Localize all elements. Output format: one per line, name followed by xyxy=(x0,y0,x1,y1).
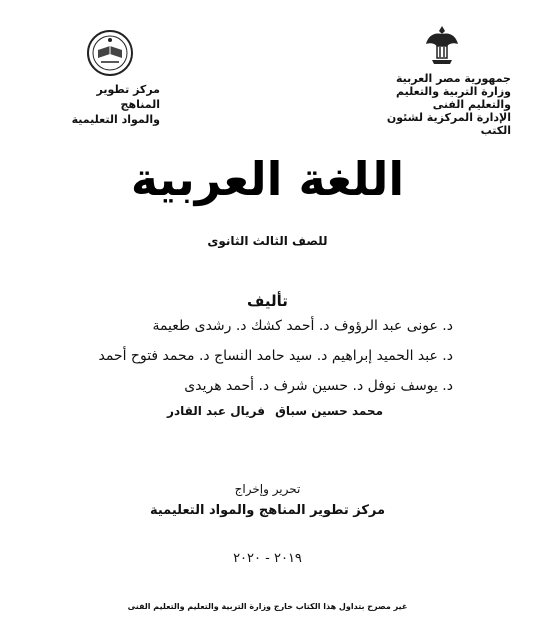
header-left-line: مركز تطوير المناهج xyxy=(96,83,160,111)
editing-label: تحرير وإخراج xyxy=(234,482,301,496)
header-right-line: الإدارة المركزية لشئون الكتب xyxy=(386,111,511,137)
additional-author: فريال عبد القادر xyxy=(167,404,265,418)
eagle-emblem-icon xyxy=(424,22,460,68)
book-subtitle: للصف الثالث الثانوى xyxy=(207,234,328,248)
distribution-notice: غير مصرح بتداول هذا الكتاب خارج وزارة التربية والتعليم والتعليم الفنى xyxy=(127,602,408,611)
book-title: اللغة العربية xyxy=(130,152,405,206)
additional-author: محمد حسين سباق xyxy=(275,404,383,418)
header-right-line: وزارة التربية والتعليم xyxy=(396,85,511,98)
header-right-line: والتعليم الفنى xyxy=(432,98,511,111)
academic-years: ٢٠١٩ - ٢٠٢٠ xyxy=(233,551,302,566)
curriculum-center-logo-icon xyxy=(85,28,135,78)
author-line: د. عبد الحميد إبراهيم د. سيد حامد النساج د. محمد فتوح أحمد xyxy=(98,348,453,364)
authors-heading: تأليف xyxy=(247,292,288,310)
editing-organization: مركز تطوير المناهج والمواد التعليمية xyxy=(149,503,386,518)
header-left-line: والمواد التعليمية xyxy=(71,113,160,126)
curriculum-center-header xyxy=(60,28,160,127)
ministry-header xyxy=(367,22,517,137)
header-right-line: جمهورية مصر العربية xyxy=(396,72,511,85)
author-line: د. يوسف نوفل د. حسين شرف د. أحمد هريدى xyxy=(184,378,453,394)
author-line: د. عونى عبد الرؤوف د. أحمد كشك د. رشدى طعيمة xyxy=(152,318,453,334)
